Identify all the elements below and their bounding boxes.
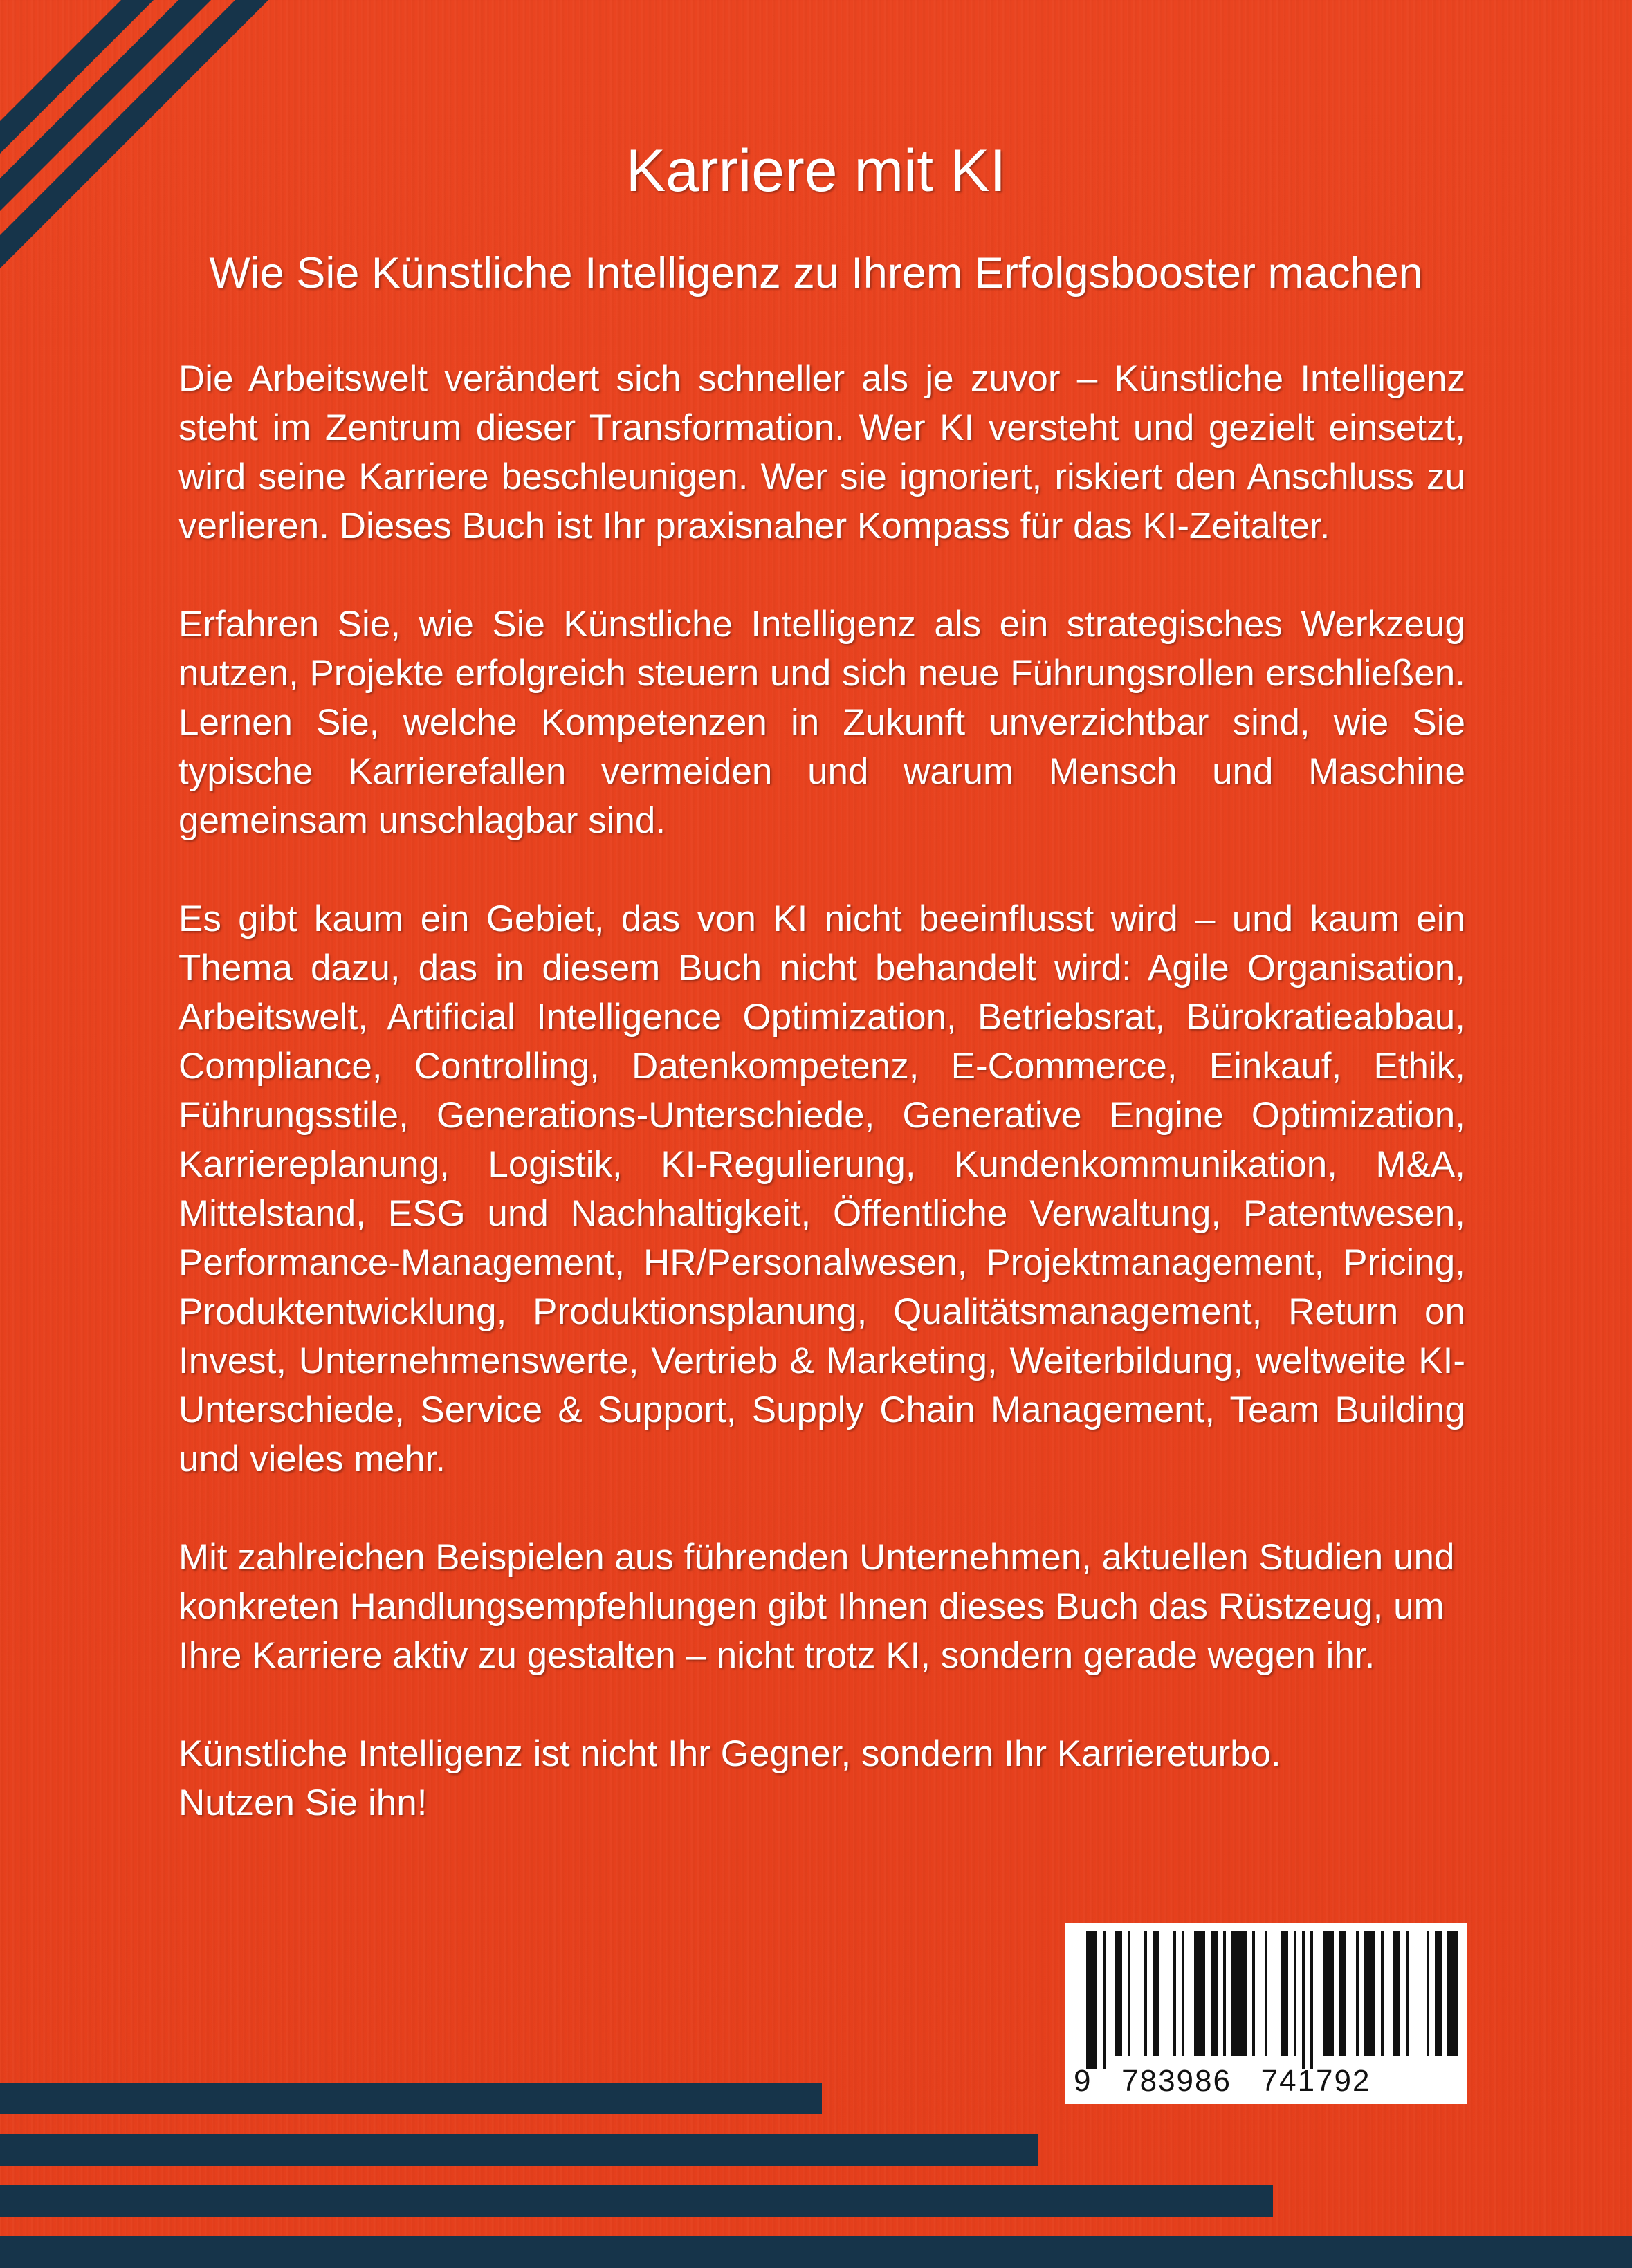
barcode-bar [1194, 1931, 1205, 2056]
barcode-bar [1103, 1931, 1106, 2069]
bottom-stripe-2 [0, 2134, 1038, 2166]
closing-line-2: Nutzen Sie ihn! [178, 1782, 428, 1823]
bottom-stripe-4 [0, 2236, 1632, 2268]
book-subtitle: Wie Sie Künstliche Intelligenz zu Ihrem Erfolgsbooster machen [209, 249, 1423, 297]
barcode-bar [1356, 1931, 1359, 2056]
barcode-bar [1294, 1931, 1296, 2056]
barcode-bar [1302, 1931, 1305, 2069]
barcode-bar [1182, 1931, 1184, 2056]
barcode-bar [1231, 1931, 1247, 2056]
closing-line-1: Künstliche Intelligenz ist nicht Ihr Gegner, sondern Ihr Karriereturbo. [178, 1733, 1281, 1774]
closing-statement [178, 1729, 1465, 1827]
barcode-digits: 9 783986 741792 [1074, 2064, 1371, 2098]
book-title: Karriere mit KI [625, 138, 1007, 204]
barcode-bar [1427, 1931, 1429, 2056]
blurb-paragraph-4: Mit zahlreichen Beispielen aus führenden Unternehmen, aktuellen Studien und konkreten Handlungsempfehlungen gibt Ihnen dieses Buch das Rüstzeug, um Ihre Karriere aktiv zu gestalten – nicht trotz KI, sondern gerade wegen ihr. [178, 1537, 1455, 1676]
barcode-bar [1339, 1931, 1346, 2056]
blurb-paragraph-2: Erfahren Sie, wie Sie Künstliche Intelligenz als ein strategisches Werkzeug nutzen, Projekte erfolgreich steuern und sich neue Führungsrollen erschließen. Lernen Sie, welche Kompetenzen in Zukunft unverzichtbar sind, wie Sie typische Karrierefallen vermeiden und warum Mensch und Maschine gemeinsam unschlagbar sind. [178, 604, 1465, 841]
barcode-bar [1265, 1931, 1267, 2056]
barcode-bar [1381, 1931, 1384, 2056]
barcode-bar [1406, 1931, 1409, 2056]
blurb-text [178, 354, 1465, 1877]
barcode-bar [1223, 1931, 1226, 2056]
barcode-bar [1211, 1931, 1218, 2056]
barcode-bar [1364, 1931, 1375, 2056]
barcode-bar [1393, 1931, 1400, 2056]
barcode-bar [1281, 1931, 1288, 2056]
blurb-paragraph-3: Es gibt kaum ein Gebiet, das von KI nicht beeinflusst wird – und kaum ein Thema dazu, das in diesem Buch nicht behandelt wird: Agile Organisation, Arbeitswelt, Artificial Intelligence Optimization, Betriebsrat, Bürokratieabbau, Compliance, Controlling, Datenkompetenz, E-Commerce, Einkauf, Ethik, Führungsstile, Generations-Unterschiede, Generative Engine Optimization, Karriereplanung, Logistik, KI-Regulierung, Kundenkommunikation, M&A, Mittelstand, ESG und Nachhaltigkeit, Öffentliche Verwaltung, Patentwesen, Performance-Management, HR/Personalwesen, Projektmanagement, Pricing, Produktentwicklung, Produktionsplanung, Qualitätsmanagement, Return on Invest, Unternehmenswerte, Vertrieb & Marketing, Weiterbildung, weltweite KI-Unterschiede, Service & Support, Supply Chain Management, Team Building und vieles mehr. [178, 898, 1465, 1479]
bottom-stripe-3 [0, 2185, 1273, 2217]
barcode-bar [1128, 1931, 1130, 2056]
barcode-bar [1115, 1931, 1122, 2056]
barcode-bar [1435, 1931, 1442, 2056]
barcode-bar [1310, 1931, 1313, 2069]
barcode-bar [1447, 1931, 1458, 2056]
barcode-bar [1086, 1931, 1097, 2069]
barcode-bar [1323, 1931, 1334, 2056]
barcode-bar [1144, 1931, 1147, 2056]
bottom-stripe-1 [0, 2083, 822, 2114]
isbn-barcode [1065, 1923, 1467, 2104]
barcode-bar [1252, 1931, 1255, 2056]
barcode-bar [1173, 1931, 1176, 2056]
barcode-bar [1153, 1931, 1159, 2056]
blurb-paragraph-1: Die Arbeitswelt verändert sich schneller als je zuvor – Künstliche Intelligenz steht im Zentrum dieser Transformation. Wer KI versteht und gezielt einsetzt, wird seine Karriere beschleunigen. Wer sie ignoriert, riskiert den Anschluss zu verlieren. Dieses Buch ist Ihr praxisnaher Kompass für das KI-Zeitalter. [178, 358, 1465, 546]
